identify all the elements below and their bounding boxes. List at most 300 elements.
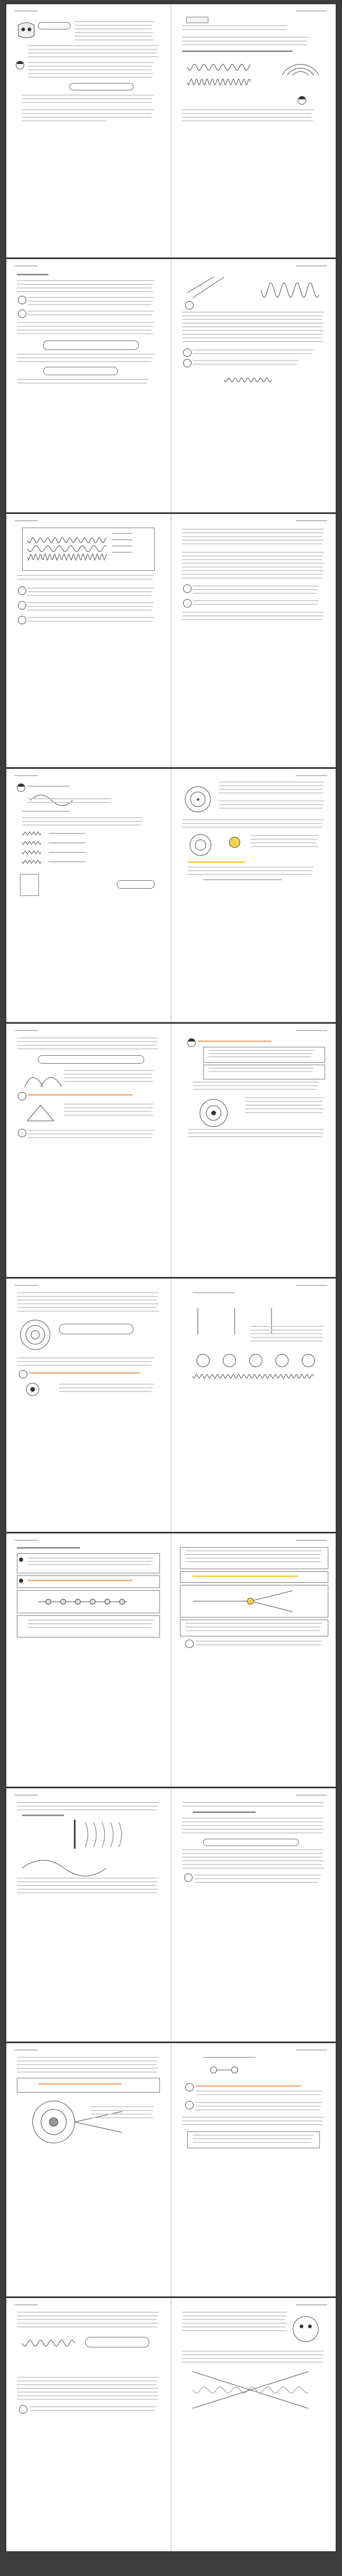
text-line: [17, 1292, 159, 1293]
text-line: [182, 555, 323, 557]
atom-diagram-icon: [22, 1382, 64, 1397]
note-box: [187, 2131, 320, 2148]
text-line: [17, 2392, 157, 2393]
text-line: [187, 1136, 322, 1137]
illustration-stroke: [193, 2372, 308, 2408]
text-line: [245, 1101, 323, 1102]
cartoon-face-icon: [185, 1640, 194, 1648]
text-line: [15, 1285, 38, 1286]
text-line: [17, 2060, 158, 2062]
illustration-stroke: [27, 554, 106, 560]
speech-bubble: [85, 2337, 149, 2347]
text-line: [182, 2351, 324, 2352]
text-line: [193, 1575, 298, 1577]
text-line: [196, 2085, 301, 2087]
text-line: [64, 1074, 153, 1075]
text-line: [27, 1561, 153, 1562]
text-line: [17, 280, 154, 281]
text-line: [203, 879, 282, 880]
text-line: [182, 1860, 324, 1861]
text-line: [17, 2315, 158, 2316]
text-line: [196, 2090, 322, 2091]
text-line: [29, 2406, 156, 2407]
text-line: [27, 69, 152, 70]
text-line: [182, 1868, 324, 1869]
text-line: [17, 1881, 158, 1882]
text-line: [195, 1874, 321, 1876]
illustration-circle: [197, 1354, 209, 1367]
left-page: [6, 514, 170, 767]
right-page: [172, 769, 336, 1022]
illustration-stroke: [22, 851, 41, 854]
text-line: [27, 1094, 133, 1096]
text-line: [17, 287, 152, 288]
text-line: [193, 360, 298, 361]
text-line: [219, 804, 323, 805]
left-page: [6, 2298, 170, 2551]
text-line: [17, 284, 153, 285]
text-line: [182, 109, 314, 110]
illustration-circle: [276, 1354, 288, 1367]
illustration-stroke: [224, 378, 271, 382]
cartoon-face-icon: [183, 584, 192, 593]
text-line: [187, 867, 314, 868]
text-line: [182, 1857, 322, 1858]
illustration-stroke: [22, 1860, 106, 1876]
illustration-circle: [293, 2316, 318, 2342]
page-gutter: [170, 769, 172, 1022]
text-line: [48, 842, 85, 843]
text-line: [27, 311, 154, 312]
text-line: [27, 602, 154, 603]
text-line: [182, 1821, 323, 1822]
text-line: [219, 789, 322, 790]
text-line: [27, 802, 110, 803]
collision-diagram-icon: [187, 1588, 324, 1614]
illustration-circle: [119, 1599, 125, 1604]
text-line: [296, 2049, 327, 2051]
book-spread: [6, 769, 336, 1022]
laser-diagram-icon: [38, 1595, 133, 1608]
text-line: [17, 379, 148, 380]
book-spread: [6, 1788, 336, 2042]
text-line: [27, 610, 152, 611]
wave-diagram-icon: [22, 1820, 154, 1851]
book-spread: [6, 1024, 336, 1277]
cartoon-face-icon: [183, 348, 192, 357]
text-line: [15, 11, 38, 12]
right-page: [172, 2298, 336, 2551]
text-line: [182, 2354, 323, 2355]
text-line: [250, 835, 319, 836]
text-line: [250, 846, 318, 847]
book-spread: [6, 2298, 336, 2551]
text-line: [185, 1623, 322, 1624]
wave-diagram-icon: [182, 272, 319, 308]
right-page: [172, 1024, 336, 1277]
illustration-stroke: [94, 1822, 96, 1847]
wave-diagram-icon: [22, 1852, 127, 1873]
text-line: [187, 870, 313, 871]
text-line: [15, 2304, 38, 2305]
text-line: [17, 2057, 159, 2058]
text-line: [27, 1620, 154, 1621]
cartoon-face-icon: [287, 2311, 324, 2347]
text-line: [208, 1071, 313, 1072]
illustration-circle: [300, 2325, 303, 2328]
text-line: [182, 566, 323, 568]
text-line: [185, 1561, 321, 1562]
speech-bubble: [43, 367, 118, 375]
speech-bubble: [38, 22, 71, 29]
page-gutter: [170, 259, 172, 512]
text-line: [22, 102, 152, 103]
text-line: [59, 1387, 153, 1388]
text-line: [27, 798, 112, 799]
right-page: [172, 1279, 336, 1532]
text-line: [182, 2312, 287, 2313]
text-line: [17, 322, 154, 323]
illustration-stroke: [85, 1822, 88, 1847]
text-line: [64, 1077, 152, 1078]
text-line: [196, 1641, 322, 1642]
text-line: [27, 1134, 153, 1135]
text-line: [17, 2388, 158, 2389]
illustration-circle: [105, 1599, 110, 1604]
text-line: [182, 2323, 287, 2324]
illustration-circle: [249, 1354, 262, 1367]
cartoon-face-icon: [183, 359, 192, 367]
illustration-circle: [247, 1598, 254, 1604]
text-line: [15, 1540, 38, 1541]
book-spread: [6, 1533, 336, 1787]
illustration-stroke: [31, 795, 73, 806]
text-line: [296, 265, 327, 266]
text-line: [195, 1878, 320, 1879]
illustration-circle: [61, 1599, 66, 1604]
text-line: [64, 1115, 153, 1116]
text-line: [90, 2106, 154, 2107]
text-line: [75, 36, 152, 37]
text-line: [59, 1384, 154, 1385]
text-line: [22, 95, 154, 96]
text-line: [182, 319, 322, 320]
cartoon-face-icon: [18, 601, 26, 610]
text-line: [219, 800, 324, 801]
text-line: [208, 1068, 314, 1069]
text-line: [193, 2138, 313, 2139]
illustration-stroke: [27, 538, 106, 543]
text-line: [27, 314, 153, 315]
wave-diagram-icon: [22, 840, 43, 846]
note-box: [17, 1615, 160, 1637]
text-line: [64, 1070, 154, 1071]
text-line: [17, 1303, 158, 1304]
illustration-stroke: [119, 1822, 122, 1847]
left-page: [6, 769, 170, 1022]
cartoon-face-icon: [19, 1370, 27, 1378]
text-line: [182, 323, 324, 324]
illustration-stroke: [22, 2340, 75, 2346]
right-page: [172, 259, 336, 512]
illustration-circle: [195, 840, 206, 850]
text-line: [27, 621, 153, 622]
text-line: [27, 304, 152, 305]
text-line: [250, 1337, 324, 1338]
text-line: [182, 540, 324, 541]
text-line: [182, 113, 313, 114]
text-line: [182, 2315, 286, 2316]
note-box: [203, 1047, 325, 1063]
text-line: [17, 2068, 158, 2069]
left-page: [6, 2043, 170, 2296]
wave-diagram-icon: [22, 831, 43, 836]
illustration-circle: [302, 1354, 315, 1367]
text-line: [196, 2109, 320, 2110]
illustration-stroke: [187, 79, 250, 85]
text-line: [64, 1104, 154, 1105]
nucleus-dot: [197, 798, 199, 801]
illustration-circle: [223, 1354, 236, 1367]
text-line: [182, 334, 323, 335]
text-line: [193, 1085, 318, 1086]
text-line: [193, 2135, 314, 2136]
text-line: [17, 1300, 157, 1301]
speech-bubble: [117, 880, 155, 889]
text-line: [17, 1547, 80, 1549]
text-line: [15, 520, 38, 521]
illustration-stroke: [22, 860, 41, 863]
text-line: [17, 2384, 157, 2385]
illustration-circle: [46, 1599, 51, 1604]
text-line: [75, 28, 152, 29]
text-line: [75, 21, 154, 22]
text-line: [182, 612, 324, 613]
note-box: [17, 2078, 160, 2093]
text-line: [296, 11, 327, 12]
illustration-circle: [28, 28, 31, 31]
text-line: [193, 593, 317, 594]
text-line: [182, 2362, 324, 2363]
left-page: [6, 4, 170, 257]
text-line: [182, 120, 313, 121]
text-line: [182, 615, 323, 616]
illustration-circle: [75, 1599, 81, 1604]
illustration-stroke: [18, 23, 34, 38]
text-line: [17, 2312, 159, 2313]
text-line: [22, 817, 143, 818]
text-line: [196, 2094, 321, 2095]
page-gutter: [170, 4, 172, 257]
text-line: [182, 44, 306, 45]
note-box: [17, 1575, 160, 1588]
right-page: [172, 4, 336, 257]
text-line: [193, 604, 318, 605]
text-line: [22, 821, 142, 822]
text-line: [182, 2330, 287, 2331]
text-line: [27, 1558, 154, 1559]
text-line: [27, 588, 154, 589]
left-page: [6, 1279, 170, 1532]
text-line: [17, 1889, 158, 1890]
text-line: [219, 785, 323, 786]
cartoon-face-icon: [298, 96, 306, 105]
text-line: [219, 781, 324, 782]
text-line: [27, 301, 153, 302]
illustration-stroke: [102, 1822, 105, 1847]
illustration-circle: [31, 1387, 35, 1392]
text-line: [17, 1311, 159, 1312]
text-line: [193, 364, 297, 365]
text-line: [296, 775, 327, 776]
text-line: [182, 532, 323, 533]
step-number: [19, 1579, 23, 1583]
note-box: [203, 1065, 325, 1079]
text-line: [182, 1818, 324, 1819]
text-line: [17, 291, 153, 292]
text-line: [75, 32, 153, 33]
text-line: [182, 1853, 323, 1854]
text-line: [17, 2381, 158, 2382]
right-page: [172, 514, 336, 767]
text-line: [182, 312, 324, 313]
text-line: [182, 50, 293, 52]
text-line: [17, 1809, 157, 1810]
text-line: [182, 543, 323, 544]
illustration-stroke: [187, 64, 250, 70]
wave-diagram-icon: [182, 57, 319, 99]
text-line: [112, 545, 133, 547]
illustration-stroke: [22, 832, 41, 835]
text-line: [17, 575, 154, 576]
text-line: [196, 1644, 321, 1645]
text-line: [17, 354, 154, 355]
text-line: [182, 1829, 324, 1830]
book-spread: [6, 1279, 336, 1532]
text-line: [27, 1130, 154, 1131]
text-line: [27, 77, 152, 78]
text-line: [196, 2102, 322, 2103]
cartoon-figure-illustration: [22, 1102, 59, 1124]
text-line: [187, 874, 311, 875]
text-line: [17, 1037, 159, 1038]
text-line: [17, 579, 153, 580]
text-line: [22, 117, 152, 118]
text-line: [15, 265, 38, 266]
text-line: [17, 1802, 159, 1803]
text-line: [112, 539, 133, 540]
text-line: [193, 1089, 317, 1090]
text-line: [182, 563, 324, 564]
text-line: [17, 2064, 157, 2065]
text-line: [187, 1129, 324, 1130]
page-gutter: [170, 1533, 172, 1787]
book-spread: [6, 514, 336, 767]
text-line: [208, 1053, 313, 1054]
cartoon-face-icon: [184, 1873, 193, 1882]
left-page: [6, 259, 170, 512]
text-line: [17, 1307, 157, 1308]
text-line: [250, 1333, 322, 1334]
text-line: [27, 56, 158, 57]
text-line: [17, 1806, 158, 1807]
text-line: [17, 333, 153, 334]
text-line: [185, 1626, 321, 1627]
illustration-circle: [190, 834, 211, 856]
text-line: [17, 2326, 157, 2327]
text-line: [195, 1882, 319, 1883]
text-line: [250, 1330, 323, 1331]
illustration-circle: [21, 1320, 50, 1349]
text-line: [245, 1097, 324, 1098]
text-line: [27, 62, 154, 63]
illustration-stroke: [22, 841, 41, 844]
text-line: [29, 1372, 140, 1374]
text-line: [48, 833, 85, 834]
text-line: [182, 1825, 322, 1826]
cartoon-face-icon: [185, 2101, 194, 2109]
text-line: [182, 330, 324, 331]
page-gutter: [170, 1024, 172, 1277]
illustration-circle: [308, 2325, 311, 2328]
text-line: [27, 73, 153, 74]
text-line: [193, 349, 314, 351]
text-line: [182, 2120, 323, 2121]
atom-diagram-icon: [25, 790, 78, 811]
speech-bubble: [59, 1324, 134, 1334]
illustration-stroke: [75, 2111, 122, 2132]
illustration-circle: [31, 1331, 39, 1339]
text-line: [17, 2072, 157, 2073]
text-line: [182, 578, 322, 579]
book-spread: [6, 4, 336, 257]
text-line: [182, 2326, 286, 2327]
cartoon-face-icon: [18, 1092, 26, 1100]
text-line: [17, 1365, 152, 1366]
illustration-circle: [22, 28, 25, 31]
text-line: [245, 1108, 324, 1109]
text-line: [90, 2114, 152, 2115]
text-line: [245, 1112, 323, 1113]
text-line: [27, 617, 154, 618]
text-line: [17, 1892, 157, 1893]
illustration-stroke: [27, 545, 106, 552]
wave-diagram-icon: [22, 850, 43, 855]
text-line: [64, 1081, 153, 1082]
text-line: [296, 1795, 327, 1796]
note-box: [17, 1553, 160, 1573]
text-line: [22, 811, 69, 812]
text-line: [296, 1030, 327, 1031]
text-line: [17, 2377, 159, 2378]
apparatus-illustration: [17, 2096, 159, 2153]
left-page: [6, 1533, 170, 1787]
text-line: [219, 808, 322, 809]
left-page: [6, 1024, 170, 1277]
text-line: [15, 2049, 38, 2051]
text-line: [22, 109, 154, 110]
text-line: [27, 1627, 152, 1628]
text-line: [27, 591, 153, 592]
note-box: [180, 1620, 328, 1636]
wave-diagram-icon: [224, 375, 277, 385]
text-line: [182, 1849, 324, 1850]
text-line: [198, 1040, 271, 1042]
illustration-stroke: [261, 283, 319, 297]
atom-diagram-icon: [17, 1316, 54, 1353]
illustration-stroke: [187, 277, 214, 293]
text-line: [15, 1030, 38, 1031]
